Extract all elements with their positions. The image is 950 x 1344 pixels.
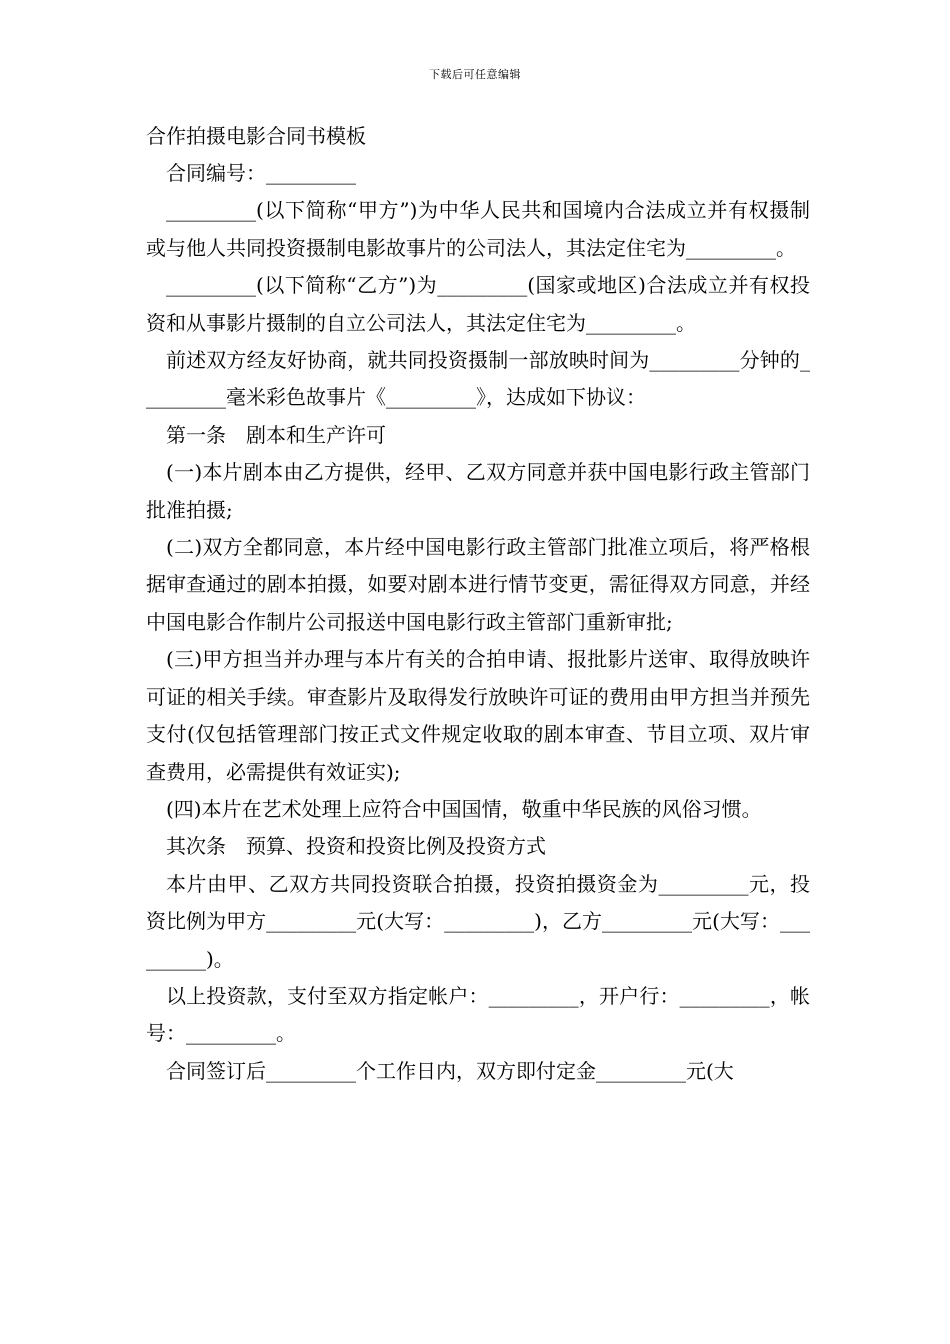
party-b-paragraph: _________(以下简称“乙方”)为_________(国家或地区)合法成立并有权投资和从事影片摄制的自立公司法人，其法定住宅为_________。 <box>146 273 810 335</box>
article-1-item-1: (一)本片剧本由乙方提供，经甲、乙双方同意并获中国电影行政主管部门批准拍摄; <box>146 460 810 522</box>
party-a-paragraph: _________(以下简称“甲方”)为中华人民共和国境内合法成立并有权摄制或与他人共同投资摄制电影故事片的公司法人，其法定住宅为_________。 <box>146 198 810 260</box>
page-header: 下载后可任意编辑 <box>429 68 521 81</box>
account-paragraph: 以上投资款，支付至双方指定帐户：_________，开户行：_________，帐号：_________。 <box>146 983 810 1046</box>
preamble-paragraph: 前述双方经友好协商，就共同投资摄制一部放映时间为_________分钟的_________毫米彩色故事片《_________》，达成如下协议： <box>146 348 810 410</box>
document-body <box>146 118 810 1090</box>
investment-paragraph: 本片由甲、乙双方共同投资联合拍摄，投资拍摄资金为_________元，投资比例为甲方_________元(大写：_________)，乙方_________元(大写：_________)。 <box>146 871 810 971</box>
article-1-item-4: (四)本片在艺术处理上应符合中国国情，敬重中华民族的风俗习惯。 <box>166 796 762 821</box>
article-1-item-2: (二)双方全都同意，本片经中国电影行政主管部门批准立项后，将严格根据审查通过的剧本拍摄，如要对剧本进行情节变更，需征得双方同意，并经中国电影合作制片公司报送中国电影行政主管部门重新审批; <box>146 535 810 634</box>
deposit-paragraph: 合同签订后_________个工作日内，双方即付定金_________元(大 <box>166 1058 734 1083</box>
contract-number-line: 合同编号：_________ <box>166 161 356 185</box>
article-2-heading: 其次条 预算、投资和投资比例及投资方式 <box>166 834 546 859</box>
document-title: 合作拍摄电影合同书模板 <box>146 124 366 148</box>
article-1-heading: 第一条 剧本和生产许可 <box>166 422 386 447</box>
article-1-item-3: (三)甲方担当并办理与本片有关的合拍申请、报批影片送审、取得放映许可证的相关手续。审查影片及取得发行放映许可证的费用由甲方担当并预先支付(仅包括管理部门按正式文件规定收取的剧本审查、节目立项、双片审查费用，必需提供有效证实); <box>146 647 810 784</box>
